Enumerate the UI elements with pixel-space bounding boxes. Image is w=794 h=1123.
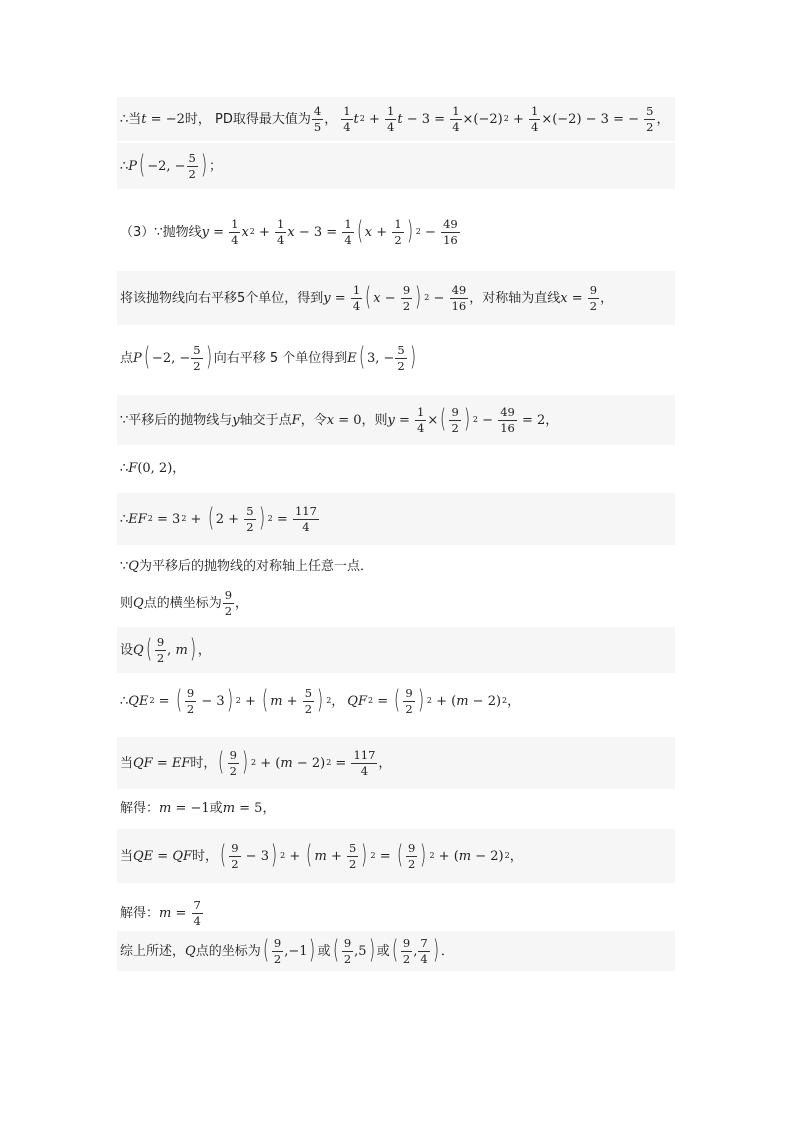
solution-line-16: 解得： m = $\frac{7}{4}$: [120, 898, 201, 928]
therefore-symbol: ∴: [120, 111, 129, 127]
solution-line-10: 则 Q 点的横坐标为 $\frac{9}{2}$ ，: [120, 588, 249, 618]
solution-line-11: 设 Q ( $\frac{9}{2}$ , m ) ，: [117, 627, 675, 673]
solution-line-14: 解得： m = −1 或 m = 5 ，: [120, 800, 276, 816]
solution-line-2: ∴ P ( −2, − $\frac{5}{2}$ ) ；: [117, 143, 675, 189]
solution-line-5: 点 P ( −2, − $\frac{5}{2}$ ) 向右平移 5 个单位得到 E ( 3, − $\frac{5}{2}$ ): [120, 342, 416, 373]
solution-line-1: ∴ 当 t = −2 时， PD取得最大值为 $\frac{4}{5}$ ， $\frac{1}{4}$ t 2 + $\frac{1}{4}$ t − 3 = $\frac{1}{4}$ ×(−2) 2 + $\frac{1}{4}$ ×(−2) − 3 = − $\frac{5}{2}$ ，: [117, 97, 675, 141]
solution-line-15: 当 QE = QF 时， ( $\frac{9}{2}$ − 3 ) 2 + ( m + $\frac{5}{2}$ ) 2 = ( $\frac{9}{2}$ ) 2 + ( m − 2) 2 ，: [117, 829, 675, 883]
word-shi: 时，: [184, 111, 211, 127]
solution-line-12: ∴ QE 2 = ( $\frac{9}{2}$ − 3 ) 2 + ( m + $\frac{5}{2}$ ) 2 ， QF 2 = ( $\frac{9}{2}$ ) 2 + ( m − 2) 2 ，: [120, 685, 521, 716]
solution-line-3: （3） ∵ 抛物线 y = $\frac{1}{4}$ x 2 + $\frac{1}{4}$ x − 3 = $\frac{1}{4}$ ( x + $\frac{1}{2}$ ) 2 − $\frac{49}{16}$: [120, 216, 458, 247]
solution-line-17: 综上所述， Q 点的坐标为 ( $\frac{9}{2}$ ,−1 ) 或 ( $\frac{9}{2}$ ,5 ) 或 ( $\frac{9}{2}$ , $\frac{7}{4}$ ) ．: [117, 931, 675, 971]
pd-max-text: PD取得最大值为: [215, 111, 311, 127]
solution-line-6: ∵ 平移后的抛物线与 y 轴交于点 F ，令 x = 0 ，则 y = $\frac{1}{4}$ × ( $\frac{9}{2}$ ) 2 − $\frac{49}{16}$ = 2 ，: [117, 395, 675, 445]
solution-line-8: ∴ EF 2 = 3 2 + ( 2 + $\frac{5}{2}$ ) 2 = $\frac{117}{4}$: [117, 493, 675, 545]
solution-line-7: ∴ F (0, 2) ，: [120, 460, 186, 476]
solution-line-4: 将该抛物线向右平移5个单位，得到 y = $\frac{1}{4}$ ( x − $\frac{9}{2}$ ) 2 − $\frac{49}{16}$ ，对称轴为直线 x = $\frac{9}{2}$ ，: [117, 271, 675, 325]
word-when: 当: [128, 111, 142, 127]
solution-line-9: ∵ Q 为平移后的抛物线的对称轴上任意一点．: [120, 558, 373, 574]
solution-line-13: 当 QF = EF 时， ( $\frac{9}{2}$ ) 2 + ( m − 2) 2 = $\frac{117}{4}$ ，: [117, 737, 675, 789]
